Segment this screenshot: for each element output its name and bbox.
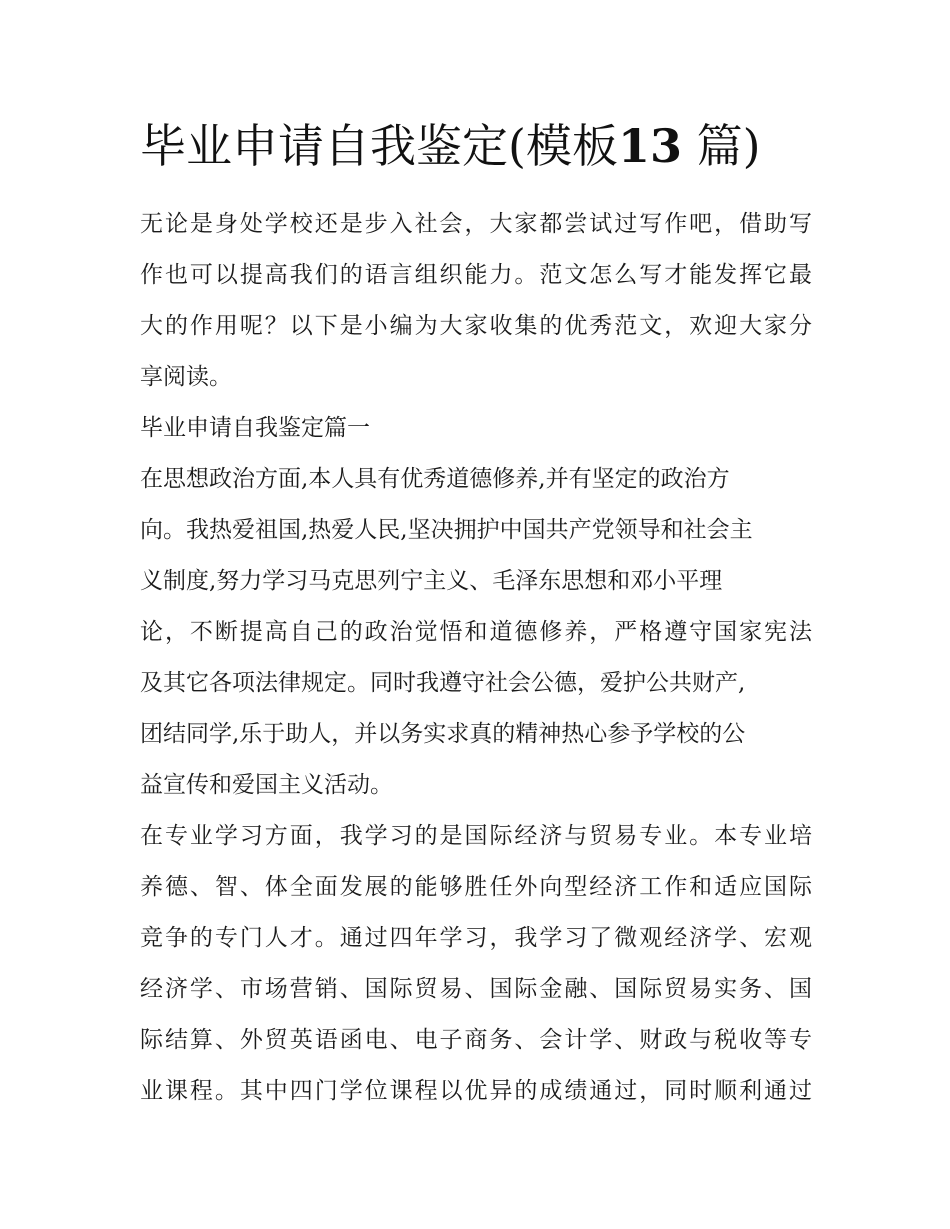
title-suffix: 篇) — [696, 119, 761, 173]
text-line: 际结算、外贸英语函电、电子商务、会计学、财政与税收等专 — [140, 1027, 812, 1053]
intro-paragraph — [140, 199, 812, 403]
text-line: 论，不断提高自己的政治觉悟和道德修养，严格遵守国家宪法 — [140, 619, 812, 645]
document-title — [140, 112, 840, 180]
title-space — [682, 119, 697, 173]
text-line: 在专业学习方面，我学习的是国际经济与贸易专业。本专业培 — [140, 823, 812, 849]
text-line: 享阅读。 — [140, 364, 232, 390]
text-line: 养德、智、体全面发展的能够胜任外向型经济工作和适应国际 — [140, 874, 812, 900]
text-line: 作也可以提高我们的语言组织能力。范文怎么写才能发挥它最 — [140, 262, 812, 288]
text-line: 经济学、市场营销、国际贸易、国际金融、国际贸易实务、国 — [140, 976, 812, 1002]
text-line: 团结同学,乐于助人，并以务实求真的精神热心参予学校的公 — [140, 721, 746, 747]
text-line: 大的作用呢？以下是小编为大家收集的优秀范文，欢迎大家分 — [140, 313, 812, 339]
text-line: 向。我热爱祖国,热爱人民,坚决拥护中国共产党领导和社会主 — [140, 517, 753, 543]
text-line: 毕业申请自我鉴定篇一 — [140, 415, 370, 441]
title-prefix: 毕业申请自我鉴定(模板 — [140, 119, 618, 173]
section-heading-1 — [140, 403, 812, 454]
text-line: 无论是身处学校还是步入社会，大家都尝试过写作吧，借助写 — [140, 211, 812, 237]
text-line: 在思想政治方面,本人具有优秀道德修养,并有坚定的政治方 — [140, 466, 730, 492]
study-paragraph — [140, 811, 812, 1117]
document-body — [140, 199, 812, 1117]
title-number: 13 — [617, 119, 682, 173]
text-line: 竞争的专门人才。通过四年学习，我学习了微观经济学、宏观 — [140, 925, 812, 951]
text-line: 义制度,努力学习马克思列宁主义、毛泽东思想和邓小平理 — [140, 568, 723, 594]
text-line: 及其它各项法律规定。同时我遵守社会公德，爱护公共财产, — [140, 670, 746, 696]
politics-paragraph — [140, 454, 812, 811]
text-line: 业课程。其中四门学位课程以优异的成绩通过，同时顺利通过 — [140, 1078, 812, 1104]
text-line: 益宣传和爱国主义活动。 — [140, 772, 393, 798]
